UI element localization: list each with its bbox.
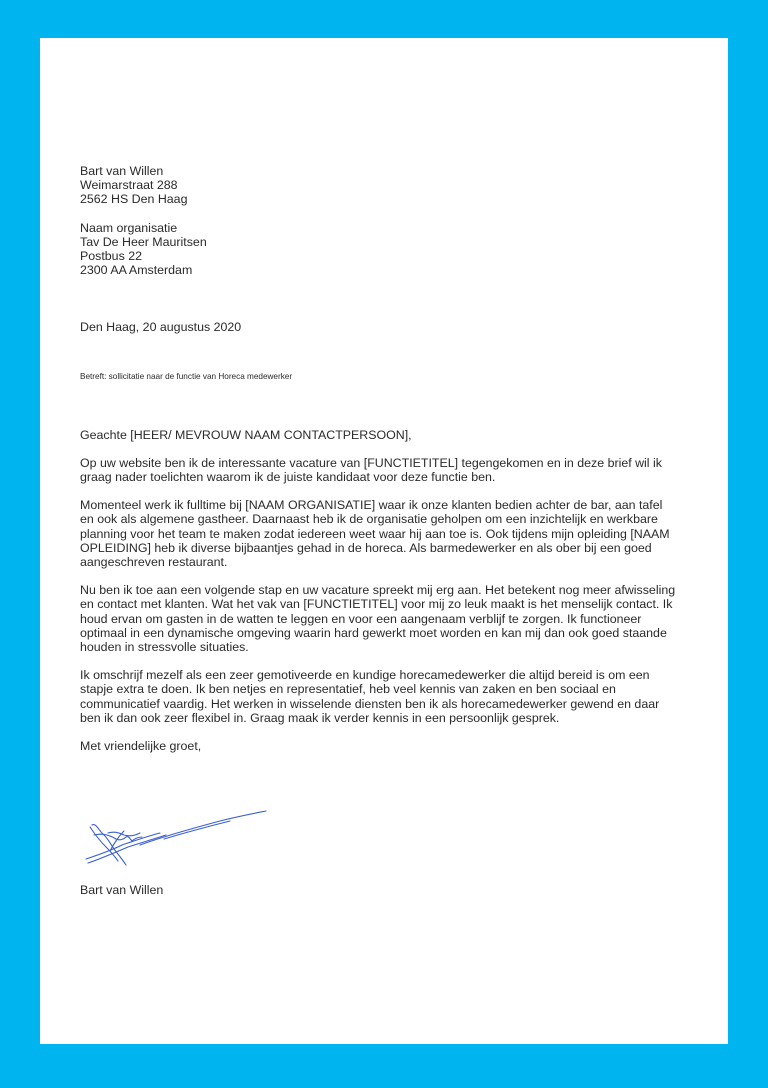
letter-body bbox=[80, 164, 690, 753]
signer-name: Bart van Willen bbox=[80, 883, 164, 897]
sender-address bbox=[80, 164, 690, 207]
paragraph-line: graag nader toelichten waarom ik de juiste kandidaat voor deze functie ben. bbox=[80, 470, 496, 485]
recipient-attention: Tav De Heer Mauritsen bbox=[80, 234, 207, 249]
letter-subject: Betreft: sollicitatie naar de functie van Horeca medewerker bbox=[80, 371, 293, 381]
paragraph-line: Nu ben ik toe aan een volgende stap en uw vacature spreekt mij erg aan. Het betekent nog meer afwisseling bbox=[80, 583, 676, 598]
recipient-postbox: Postbus 22 bbox=[80, 249, 142, 264]
recipient-city: 2300 AA Amsterdam bbox=[80, 263, 193, 278]
sender-city: 2562 HS Den Haag bbox=[80, 192, 188, 207]
paragraph-profile bbox=[80, 668, 690, 725]
closing-phrase: Met vriendelijke groet, bbox=[80, 739, 202, 754]
paragraph-line: optimaal in een dynamische omgeving waarin hard gewerkt moet worden en kan mij dan ook goed staande bbox=[80, 625, 667, 640]
letter-date: Den Haag, 20 augustus 2020 bbox=[80, 320, 242, 335]
paragraph-line: Momenteel werk ik fulltime bij [NAAM ORGANISATIE] waar ik onze klanten bedien achter de bar, aan tafel bbox=[80, 498, 663, 513]
sender-name: Bart van Willen bbox=[80, 164, 164, 178]
handwritten-signature bbox=[80, 773, 270, 878]
paragraph-line: aangeschreven restaurant. bbox=[80, 555, 228, 570]
salutation: Geachte [HEER/ MEVROUW NAAM CONTACTPERSOON], bbox=[80, 427, 412, 442]
paragraph-line: en ook als algemene gastheer. Daarnaast heb ik de organisatie geholpen om een inzichtelijk en werkbare bbox=[80, 512, 658, 527]
sender-street: Weimarstraat 288 bbox=[80, 178, 178, 193]
paragraph-line: communicatief vaardig. Het werken in wisselende diensten ben ik als horecamedewerker gewend en daar bbox=[80, 696, 660, 711]
paragraph-line: en contact met klanten. Wat het vak van [FUNCTIETITEL] voor mij zo leuk maakt is het menselijk contact. Ik bbox=[80, 597, 673, 612]
paragraph-line: ben ik dan ook zeer flexibel in. Graag maak ik verder kennis in een persoonlijk gesprek. bbox=[80, 710, 560, 725]
paragraph-intro bbox=[80, 456, 690, 484]
letter-page bbox=[40, 38, 728, 1044]
paragraph-motivation bbox=[80, 583, 690, 654]
paragraph-line: stapje extra te doen. Ik ben netjes en representatief, heb veel kennis van zaken en ben sociaal en bbox=[80, 682, 616, 697]
recipient-address bbox=[80, 221, 690, 278]
paragraph-line: Ik omschrijf mezelf als een zeer gemotiveerde en kundige horecamedewerker die altijd bereid is om een bbox=[80, 668, 650, 683]
recipient-organisation: Naam organisatie bbox=[80, 220, 178, 235]
paragraph-line: planning voor het team te maken zodat iedereen weet waar hij aan toe is. Ook tijdens mijn opleiding [NAAM bbox=[80, 526, 670, 541]
paragraph-line: Op uw website ben ik de interessante vacature van [FUNCTIETITEL] tegengekomen en in deze brief wil ik bbox=[80, 455, 662, 470]
paragraph-line: houden in stressvolle situaties. bbox=[80, 640, 249, 655]
paragraph-line: houd ervan om gasten in de watten te leggen en voor een aangenaam verblijf te zorgen. Ik functioneer bbox=[80, 611, 642, 626]
paragraph-experience bbox=[80, 498, 690, 569]
paragraph-line: OPLEIDING] heb ik diverse bijbaantjes gehad in de horeca. Als barmedewerker en als ober bij een goed bbox=[80, 540, 652, 555]
